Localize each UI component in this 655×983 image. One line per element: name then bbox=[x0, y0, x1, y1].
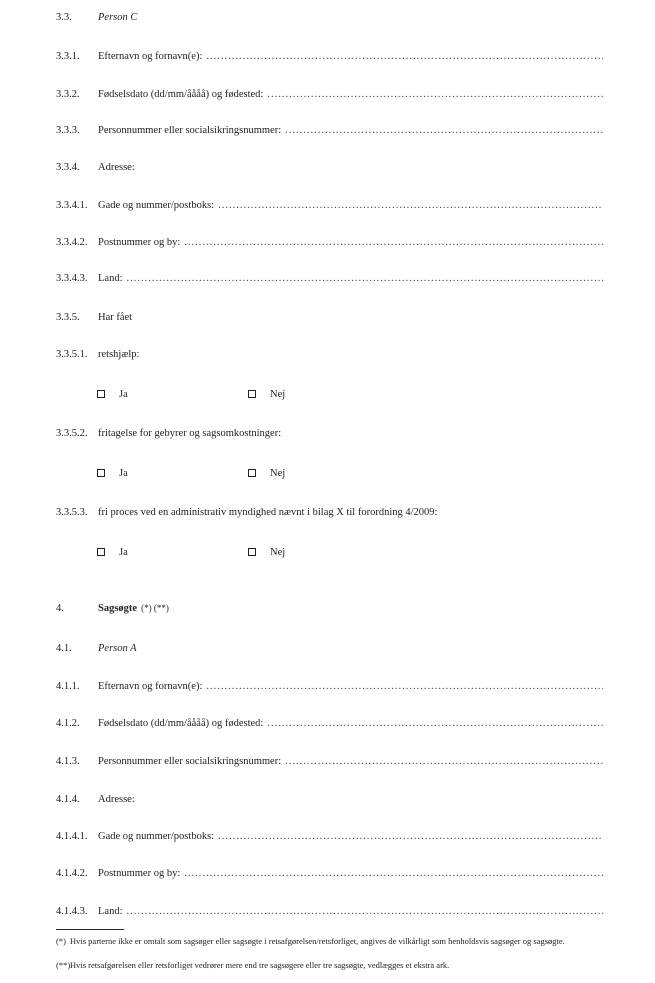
field-4-1-4 bbox=[56, 794, 603, 808]
field-label: Efternavn og fornavn(e): bbox=[98, 51, 203, 62]
field-number: 3.3.4.2. bbox=[56, 237, 88, 248]
checkbox-label: Ja bbox=[119, 467, 128, 479]
field-3-3-5-3 bbox=[56, 507, 603, 521]
footnote-mark: (*) bbox=[56, 936, 66, 946]
field-4-1-2 bbox=[56, 718, 603, 732]
checkbox-no-3-3-5-1[interactable] bbox=[248, 387, 285, 401]
field-label: Land: bbox=[98, 273, 123, 284]
field-number: 3.3.4.3. bbox=[56, 273, 88, 284]
fill-in-line[interactable] bbox=[218, 831, 603, 842]
section-4-heading bbox=[56, 603, 603, 617]
field-label: fri proces ved en administrativ myndighed nævnt i bilag X til forordning 4/2009: bbox=[98, 507, 438, 518]
checkbox-label: Ja bbox=[119, 388, 128, 400]
footnote-mark: (**) bbox=[56, 960, 71, 970]
field-3-3-4 bbox=[56, 162, 603, 176]
field-label: Personnummer eller socialsikringsnummer: bbox=[98, 125, 282, 136]
field-3-3-3 bbox=[56, 125, 603, 139]
field-4-1-4-3 bbox=[56, 906, 603, 920]
checkbox-no-3-3-5-2[interactable] bbox=[248, 466, 285, 480]
fill-in-line[interactable] bbox=[206, 681, 603, 692]
field-label: Fødselsdato (dd/mm/åååå) og fødested: bbox=[98, 89, 264, 100]
field-3-3-4-2 bbox=[56, 237, 603, 251]
field-number: 4.1.4. bbox=[56, 794, 80, 805]
field-3-3-5-2 bbox=[56, 428, 603, 442]
field-label: Efternavn og fornavn(e): bbox=[98, 681, 203, 692]
field-number: 3.3.3. bbox=[56, 125, 80, 136]
checkbox-label: Nej bbox=[270, 467, 286, 479]
field-number: 3.3.4.1. bbox=[56, 200, 88, 211]
field-label: Fødselsdato (dd/mm/åååå) og fødested: bbox=[98, 718, 264, 729]
checkbox-icon[interactable] bbox=[248, 469, 256, 477]
field-number: 3.3.5.2. bbox=[56, 428, 88, 439]
checkbox-icon[interactable] bbox=[248, 390, 256, 398]
footnote-refs: (*) (**) bbox=[141, 603, 169, 613]
checkbox-icon[interactable] bbox=[248, 548, 256, 556]
field-3-3-4-3 bbox=[56, 273, 603, 287]
checkbox-yes-3-3-5-2[interactable] bbox=[97, 466, 128, 480]
field-4-1-4-1 bbox=[56, 831, 603, 845]
section-3-3-heading bbox=[56, 12, 603, 26]
field-label: retshjælp: bbox=[98, 349, 140, 360]
field-number: 4.1.3. bbox=[56, 756, 80, 767]
field-number: 3.3.1. bbox=[56, 51, 80, 62]
field-number: 3.3.5.3. bbox=[56, 507, 88, 518]
footnote-2 bbox=[56, 960, 603, 970]
field-number: 3.3.5. bbox=[56, 312, 80, 323]
field-3-3-5 bbox=[56, 312, 603, 326]
footnote-1 bbox=[56, 936, 603, 946]
field-label: Adresse: bbox=[98, 794, 135, 805]
field-number: 4.1.4.3. bbox=[56, 906, 88, 917]
fill-in-line[interactable] bbox=[184, 237, 603, 248]
field-label: Postnummer og by: bbox=[98, 237, 181, 248]
fill-in-line[interactable] bbox=[218, 200, 603, 211]
section-number: 3.3. bbox=[56, 12, 72, 23]
checkbox-icon[interactable] bbox=[97, 390, 105, 398]
checkbox-icon[interactable] bbox=[97, 548, 105, 556]
footnote-text: Hvis parterne ikke er omtalt som sagsøger eller sagsøgte i retsafgørelsen/retsforliget, angives de vilkårligt som henholdsvis sagsøger og sagsøgte. bbox=[70, 936, 565, 946]
fill-in-line[interactable] bbox=[285, 756, 603, 767]
footnote-text: Hvis retsafgørelsen eller retsforliget vedrører mere end tre sagsøgere eller tre sagsøgte, vedlægges et ekstra ark. bbox=[70, 960, 450, 970]
checkbox-icon[interactable] bbox=[97, 469, 105, 477]
field-number: 3.3.4. bbox=[56, 162, 80, 173]
section-number: 4. bbox=[56, 603, 64, 614]
field-number: 4.1.2. bbox=[56, 718, 80, 729]
section-title: Person C bbox=[98, 12, 138, 23]
fill-in-line[interactable] bbox=[206, 51, 603, 62]
field-number: 3.3.2. bbox=[56, 89, 80, 100]
checkbox-yes-3-3-5-1[interactable] bbox=[97, 387, 128, 401]
field-number: 4.1.4.2. bbox=[56, 868, 88, 879]
checkbox-no-3-3-5-3[interactable] bbox=[248, 545, 285, 559]
checkbox-yes-3-3-5-3[interactable] bbox=[97, 545, 128, 559]
section-4-1-heading bbox=[56, 643, 603, 657]
field-label: Land: bbox=[98, 906, 123, 917]
field-label: fritagelse for gebyrer og sagsomkostninger: bbox=[98, 428, 282, 439]
field-number: 3.3.5.1. bbox=[56, 349, 88, 360]
field-number: 4.1.1. bbox=[56, 681, 80, 692]
field-label: Postnummer og by: bbox=[98, 868, 181, 879]
field-label: Adresse: bbox=[98, 162, 135, 173]
field-3-3-1 bbox=[56, 51, 603, 65]
section-number: 4.1. bbox=[56, 643, 72, 654]
footnote-divider bbox=[56, 929, 124, 930]
section-title: Sagsøgte bbox=[98, 603, 138, 614]
field-3-3-4-1 bbox=[56, 200, 603, 214]
checkbox-label: Ja bbox=[119, 546, 128, 558]
field-label: Gade og nummer/postboks: bbox=[98, 200, 215, 211]
fill-in-line[interactable] bbox=[285, 125, 603, 136]
checkbox-label: Nej bbox=[270, 546, 286, 558]
field-3-3-2 bbox=[56, 89, 603, 103]
section-title: Person A bbox=[98, 643, 137, 654]
field-label: Gade og nummer/postboks: bbox=[98, 831, 215, 842]
checkbox-label: Nej bbox=[270, 388, 286, 400]
fill-in-line[interactable] bbox=[267, 718, 603, 729]
fill-in-line[interactable] bbox=[127, 906, 604, 917]
field-4-1-3 bbox=[56, 756, 603, 770]
field-number: 4.1.4.1. bbox=[56, 831, 88, 842]
field-label: Har fået bbox=[98, 312, 133, 323]
fill-in-line[interactable] bbox=[267, 89, 603, 100]
fill-in-line[interactable] bbox=[184, 868, 603, 879]
field-3-3-5-1 bbox=[56, 349, 603, 363]
field-label: Personnummer eller socialsikringsnummer: bbox=[98, 756, 282, 767]
field-4-1-4-2 bbox=[56, 868, 603, 882]
fill-in-line[interactable] bbox=[127, 273, 604, 284]
field-4-1-1 bbox=[56, 681, 603, 695]
